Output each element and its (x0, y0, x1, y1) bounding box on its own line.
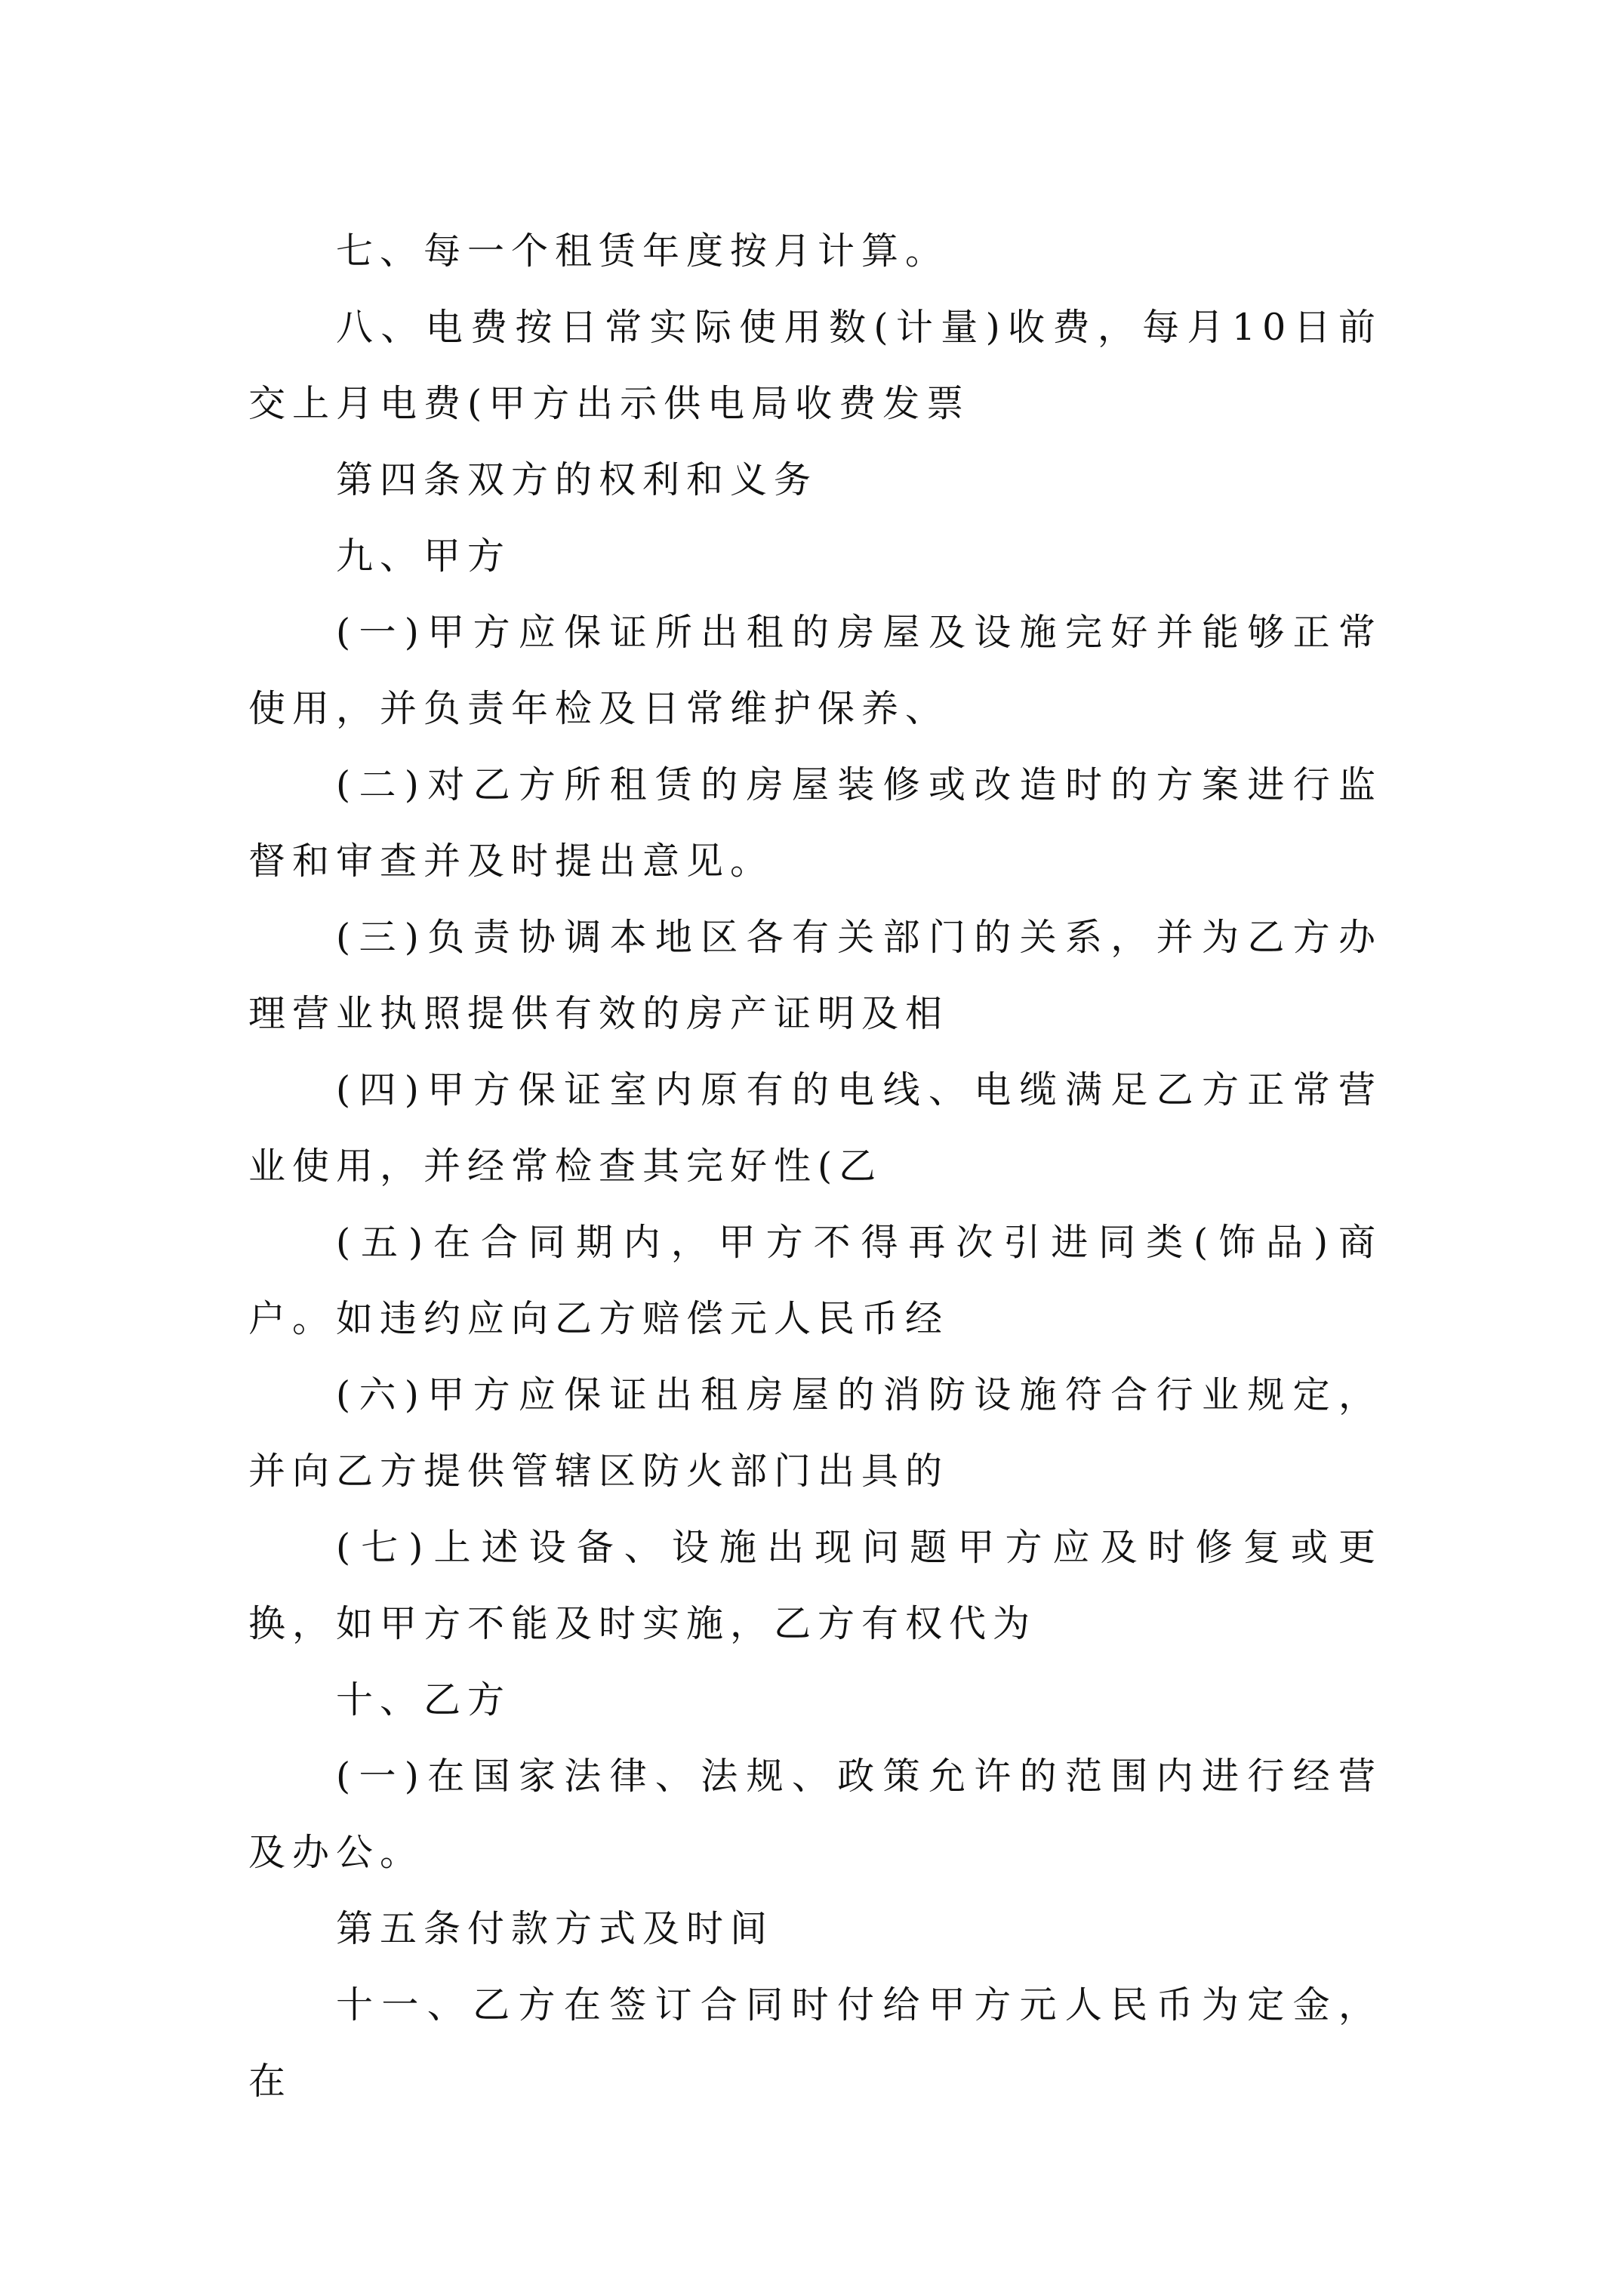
paragraph-party-b-item-1: (一)在国家法律、法规、政策允许的范围内进行经营及办公。 (248, 1755, 1382, 1874)
section-heading-article-5: 第五条付款方式及时间 (336, 1907, 775, 1950)
paragraph-party-a-item-5: (五)在合同期内，甲方不得再次引进同类(饰品)商户。如违约应向乙方赔偿元人民币经 (248, 1221, 1382, 1340)
paragraph-party-a-item-7: (七)上述设备、设施出现问题甲方应及时修复或更换，如甲方不能及时实施，乙方有权代为 (248, 1526, 1382, 1645)
paragraph-party-a-item-4: (四)甲方保证室内原有的电线、电缆满足乙方正常营业使用，并经常检查其完好性(乙 (248, 1068, 1382, 1188)
paragraph-party-a-item-2: (二)对乙方所租赁的房屋装修或改造时的方案进行监督和审查并及时提出意见。 (248, 763, 1382, 883)
clause-heading-party-b: 十、乙方 (336, 1678, 512, 1721)
section-heading-article-4: 第四条双方的权利和义务 (336, 458, 818, 501)
paragraph-party-a-item-1: (一)甲方应保证所出租的房屋及设施完好并能够正常使用，并负责年检及日常维护保养、 (248, 611, 1382, 730)
paragraph-clause-11: 十一、乙方在签订合同时付给甲方元人民币为定金，在 (248, 1983, 1382, 2103)
paragraph-clause-7: 七、每一个租赁年度按月计算。 (336, 230, 950, 273)
document-body (248, 213, 1382, 2119)
paragraph-clause-8: 八、电费按日常实际使用数(计量)收费，每月10日前交上月电费(甲方出示供电局收费发票 (248, 306, 1382, 425)
paragraph-party-a-item-6: (六)甲方应保证出租房屋的消防设施符合行业规定，并向乙方提供管辖区防火部门出具的 (248, 1373, 1382, 1493)
clause-heading-party-a: 九、甲方 (336, 535, 512, 578)
paragraph-party-a-item-3: (三)负责协调本地区各有关部门的关系，并为乙方办理营业执照提供有效的房产证明及相 (248, 916, 1382, 1035)
